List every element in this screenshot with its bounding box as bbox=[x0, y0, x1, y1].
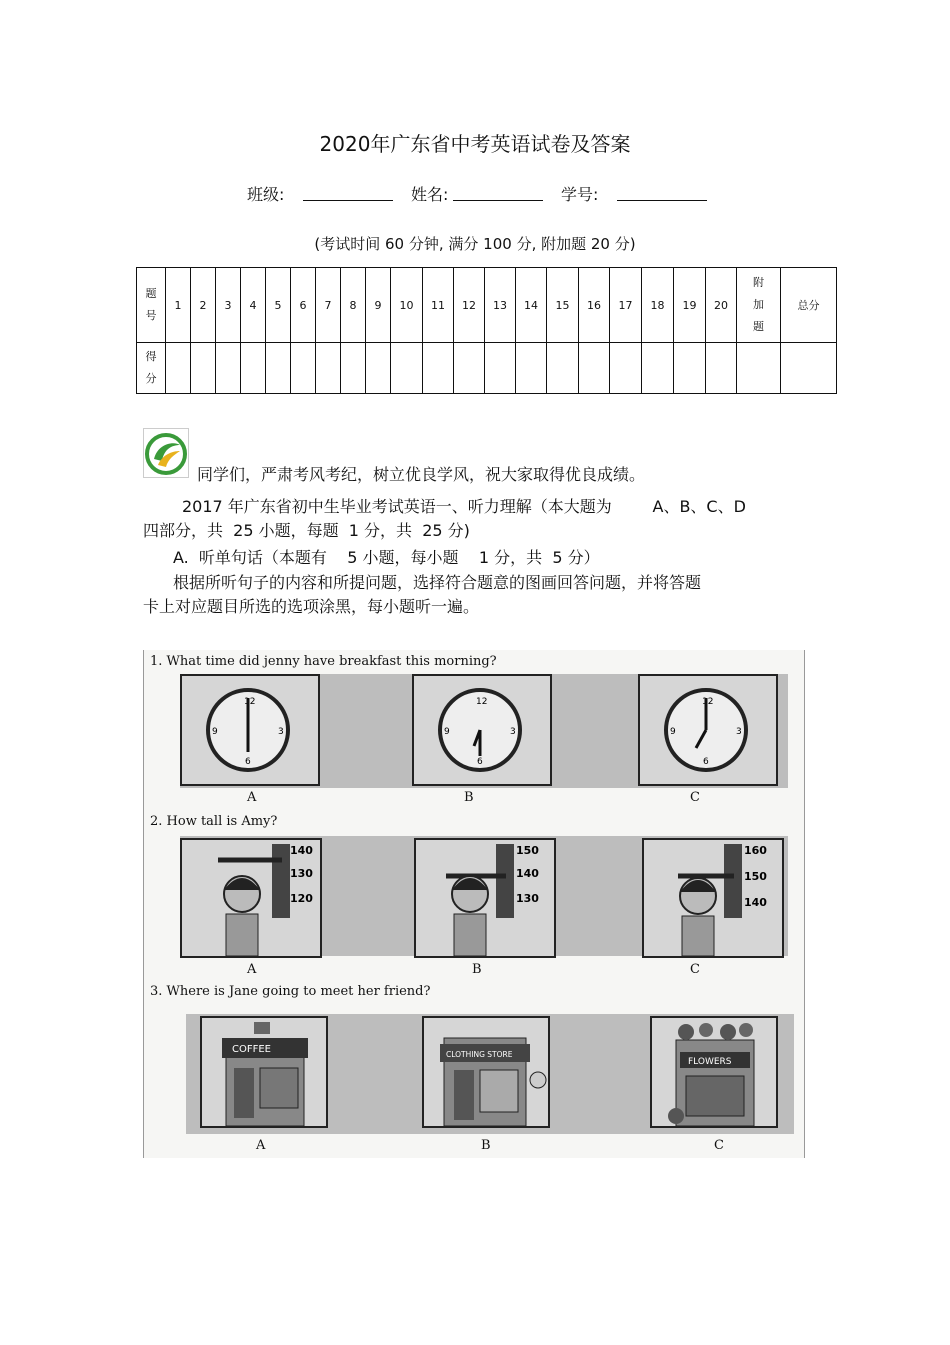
total-header: 总分 bbox=[781, 268, 837, 343]
q3-option-c-label: C bbox=[714, 1138, 724, 1153]
scale-c-mid: 150 bbox=[744, 870, 767, 883]
score-cell[interactable] bbox=[516, 343, 547, 394]
clock-b-12: 12 bbox=[476, 697, 488, 707]
q1-option-a-picture[interactable] bbox=[180, 674, 320, 786]
total-score-cell[interactable] bbox=[781, 343, 837, 394]
clothing-sign: CLOTHING STORE bbox=[446, 1050, 513, 1059]
question-number-cell: 8 bbox=[341, 268, 366, 343]
scale-b-top: 150 bbox=[516, 844, 539, 857]
class-label: 班级: bbox=[247, 185, 285, 204]
name-label: 姓名: bbox=[411, 185, 449, 204]
class-field[interactable] bbox=[303, 182, 393, 201]
height-chart-icon bbox=[416, 840, 554, 956]
score-cell[interactable] bbox=[547, 343, 579, 394]
question-1-text: 1. What time did jenny have breakfast this morning? bbox=[150, 654, 497, 669]
question-number-cell: 18 bbox=[642, 268, 674, 343]
question-number-cell: 6 bbox=[291, 268, 316, 343]
question-number-cell: 9 bbox=[366, 268, 391, 343]
row-header-score-text: 得分 bbox=[145, 350, 157, 385]
clock-b-6: 6 bbox=[477, 757, 483, 767]
question-number-cell: 20 bbox=[706, 268, 737, 343]
q1-option-b-picture[interactable] bbox=[412, 674, 552, 786]
coffee-shop-icon bbox=[202, 1018, 326, 1126]
intro-line-1: 2017 年广东省初中生毕业考试英语一、听力理解（本大题为 A、B、C、D bbox=[182, 497, 746, 516]
score-cell[interactable] bbox=[610, 343, 642, 394]
q1-option-a-label: A bbox=[247, 790, 257, 805]
question-number-cell: 1 bbox=[166, 268, 191, 343]
clock-a-12: 12 bbox=[244, 697, 256, 707]
scale-a-mid: 130 bbox=[290, 867, 313, 880]
intro-line-2: 四部分，共 25 小题，每题 1 分，共 25 分) bbox=[143, 521, 470, 540]
question-number-cell: 14 bbox=[516, 268, 547, 343]
score-cell[interactable] bbox=[366, 343, 391, 394]
q2-option-a-label: A bbox=[247, 962, 257, 977]
clock-icon bbox=[182, 676, 318, 784]
clothing-store-icon bbox=[424, 1018, 548, 1126]
q2-option-b-picture[interactable] bbox=[414, 838, 556, 958]
question-number-cell: 16 bbox=[579, 268, 610, 343]
score-cell[interactable] bbox=[291, 343, 316, 394]
page-title: 2020年广东省中考英语试卷及答案 bbox=[319, 132, 631, 156]
scale-b-bot: 130 bbox=[516, 892, 539, 905]
score-cell[interactable] bbox=[191, 343, 216, 394]
school-logo-icon bbox=[143, 428, 189, 478]
q3-option-b-label: B bbox=[481, 1138, 491, 1153]
clock-icon bbox=[640, 676, 776, 784]
extra-question-header bbox=[737, 268, 781, 343]
score-cell[interactable] bbox=[266, 343, 291, 394]
id-label: 学号: bbox=[561, 185, 599, 204]
score-cell[interactable] bbox=[423, 343, 454, 394]
q3-option-a-picture[interactable] bbox=[200, 1016, 328, 1128]
scale-c-bot: 140 bbox=[744, 896, 767, 909]
q1-option-c-picture[interactable] bbox=[638, 674, 778, 786]
question-number-cell: 12 bbox=[454, 268, 485, 343]
score-cell[interactable] bbox=[216, 343, 241, 394]
score-table bbox=[136, 267, 837, 394]
q2-option-a-picture[interactable] bbox=[180, 838, 322, 958]
question-2-text: 2. How tall is Amy? bbox=[150, 814, 278, 829]
row-header-number-text: 题号 bbox=[145, 287, 157, 322]
q3-option-a-label: A bbox=[256, 1138, 266, 1153]
score-cell[interactable] bbox=[485, 343, 516, 394]
clock-b-3: 3 bbox=[510, 727, 516, 737]
flower-shop-icon bbox=[652, 1018, 776, 1126]
q3-option-b-picture[interactable] bbox=[422, 1016, 550, 1128]
clock-a-3: 3 bbox=[278, 727, 284, 737]
instruction-line-2: 卡上对应题目所选的选项涂黑，每小题听一遍。 bbox=[143, 597, 480, 616]
clock-icon bbox=[414, 676, 550, 784]
score-cell[interactable] bbox=[166, 343, 191, 394]
score-cell[interactable] bbox=[642, 343, 674, 394]
score-cell[interactable] bbox=[241, 343, 266, 394]
clock-c-9: 9 bbox=[670, 727, 676, 737]
question-number-cell: 11 bbox=[423, 268, 454, 343]
flowers-sign: FLOWERS bbox=[688, 1057, 732, 1067]
height-chart-icon bbox=[644, 840, 782, 956]
scale-a-bot: 120 bbox=[290, 892, 313, 905]
exam-note: (考试时间 60 分钟, 满分 100 分, 附加题 20 分) bbox=[314, 235, 636, 253]
question-number-cell: 17 bbox=[610, 268, 642, 343]
q2-option-b-label: B bbox=[472, 962, 482, 977]
question-number-cell: 5 bbox=[266, 268, 291, 343]
q1-option-b-label: B bbox=[464, 790, 474, 805]
q3-option-c-picture[interactable] bbox=[650, 1016, 778, 1128]
question-3-text: 3. Where is Jane going to meet her friend? bbox=[150, 984, 431, 999]
question-number-cell: 3 bbox=[216, 268, 241, 343]
height-chart-icon bbox=[182, 840, 320, 956]
clock-c-3: 3 bbox=[736, 727, 742, 737]
extra-score-cell[interactable] bbox=[737, 343, 781, 394]
scale-c-top: 160 bbox=[744, 844, 767, 857]
question-number-cell: 2 bbox=[191, 268, 216, 343]
question-number-cell: 7 bbox=[316, 268, 341, 343]
score-cell[interactable] bbox=[454, 343, 485, 394]
coffee-sign: COFFEE bbox=[232, 1044, 271, 1055]
section-a-heading: A. 听单句话（本题有 5 小题，每小题 1 分，共 5 分） bbox=[173, 548, 600, 567]
question-number-cell: 10 bbox=[391, 268, 423, 343]
q2-option-c-label: C bbox=[690, 962, 700, 977]
extra-question-text: 附加题 bbox=[753, 276, 764, 333]
score-cell[interactable] bbox=[674, 343, 706, 394]
scale-b-mid: 140 bbox=[516, 867, 539, 880]
clock-c-6: 6 bbox=[703, 757, 709, 767]
clock-a-9: 9 bbox=[212, 727, 218, 737]
score-cell[interactable] bbox=[316, 343, 341, 394]
id-field[interactable] bbox=[617, 182, 707, 201]
row-header-score bbox=[137, 343, 166, 394]
clock-b-9: 9 bbox=[444, 727, 450, 737]
score-cell[interactable] bbox=[706, 343, 737, 394]
instruction-line-1: 根据所听句子的内容和所提问题，选择符合题意的图画回答问题，并将答题 bbox=[173, 573, 702, 592]
clock-c-12: 12 bbox=[702, 697, 714, 707]
q2-option-c-picture[interactable] bbox=[642, 838, 784, 958]
score-cell[interactable] bbox=[341, 343, 366, 394]
question-number-cell: 19 bbox=[674, 268, 706, 343]
clock-a-6: 6 bbox=[245, 757, 251, 767]
listening-questions-image bbox=[143, 650, 805, 1158]
question-number-cell: 4 bbox=[241, 268, 266, 343]
scale-a-top: 140 bbox=[290, 844, 313, 857]
q1-option-c-label: C bbox=[690, 790, 700, 805]
score-cell[interactable] bbox=[579, 343, 610, 394]
row-header-number bbox=[137, 268, 166, 343]
question-number-cell: 15 bbox=[547, 268, 579, 343]
name-field[interactable] bbox=[453, 182, 543, 201]
question-number-cell: 13 bbox=[485, 268, 516, 343]
greeting-text: 同学们，严肃考风考纪，树立优良学风，祝大家取得优良成绩。 bbox=[197, 465, 646, 484]
score-cell[interactable] bbox=[391, 343, 423, 394]
